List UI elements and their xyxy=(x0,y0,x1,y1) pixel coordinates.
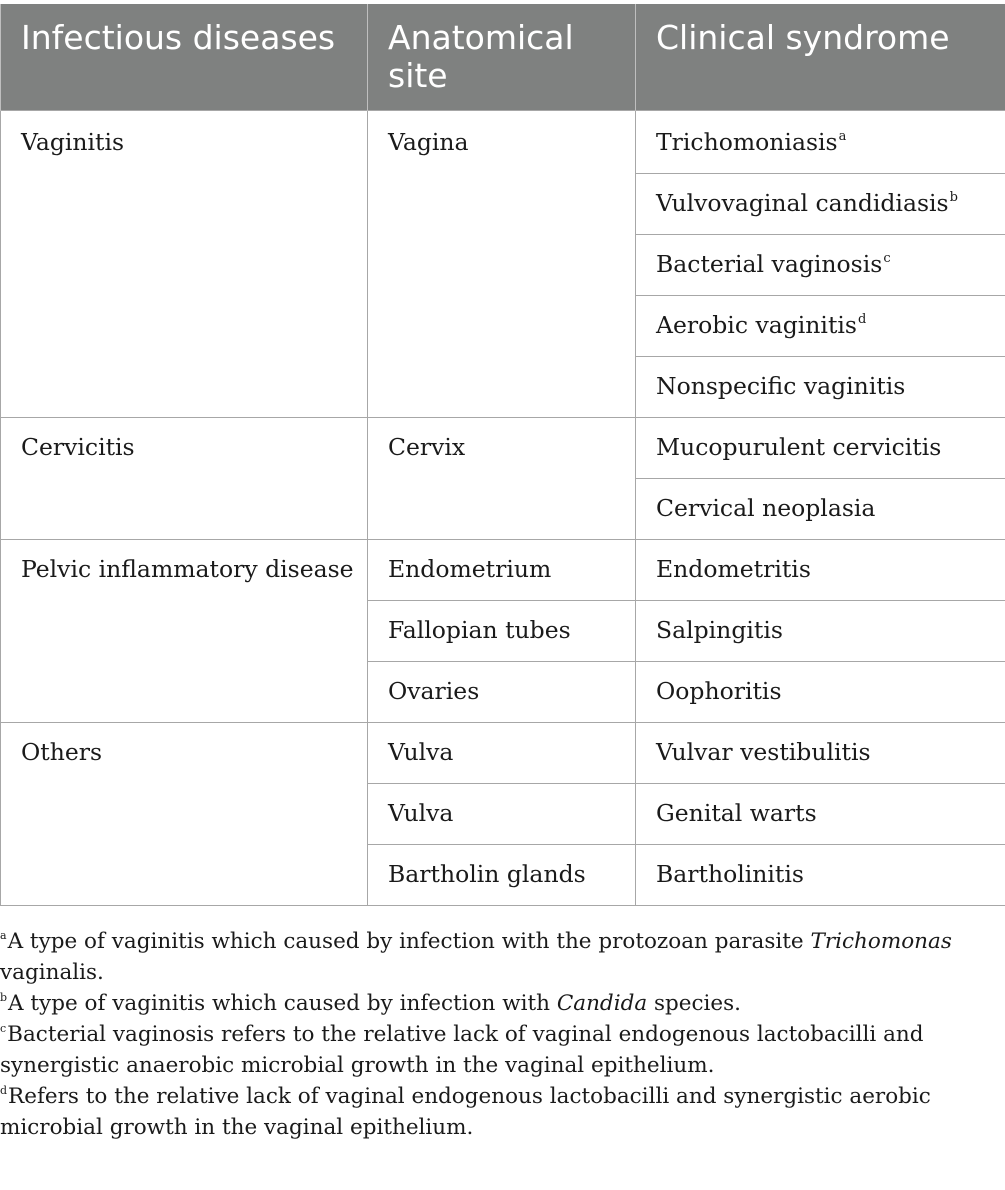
syndrome-text: Bacterial vaginosis xyxy=(656,250,883,278)
footnote-a xyxy=(0,926,1000,988)
footnote-marker: c xyxy=(883,251,891,266)
syndrome-cell xyxy=(636,111,1005,174)
syndrome-cell: Salpingitis xyxy=(636,601,1005,662)
syndrome-cell: Nonspecific vaginitis xyxy=(636,357,1005,418)
footnote-text: Bacterial vaginosis refers to the relative lack of vaginal endogenous lactobacilli and synergistic anaerobic microbial growth in the vaginal epithelium. xyxy=(0,1022,924,1078)
site-cell: Cervix xyxy=(368,418,636,540)
syndrome-cell: Genital warts xyxy=(636,784,1005,845)
footnote-mark: c xyxy=(0,1022,7,1035)
table-body xyxy=(1,111,1005,906)
site-cell: Bartholin glands xyxy=(368,845,636,906)
site-cell: Endometrium xyxy=(368,540,636,601)
disease-table xyxy=(0,4,1005,906)
footnote-marker: d xyxy=(857,312,867,327)
disease-cell: Others xyxy=(1,723,368,906)
footnote-italic: Trichomonas xyxy=(810,929,952,954)
syndrome-cell: Cervical neoplasia xyxy=(636,479,1005,540)
syndrome-cell xyxy=(636,235,1005,296)
syndrome-text: Vulvovaginal candidiasis xyxy=(656,189,949,217)
footnote-text: species. xyxy=(647,991,742,1016)
footnote-italic: Candida xyxy=(556,991,648,1016)
footnote-b xyxy=(0,988,1000,1019)
disease-cell: Pelvic inflammatory disease xyxy=(1,540,368,723)
site-cell: Fallopian tubes xyxy=(368,601,636,662)
syndrome-cell: Mucopurulent cervicitis xyxy=(636,418,1005,479)
table-row xyxy=(1,540,1005,601)
footnote-marker: b xyxy=(949,190,958,205)
footnote-mark: d xyxy=(0,1084,8,1097)
footnotes xyxy=(0,926,1000,1143)
footnote-mark: b xyxy=(0,991,8,1004)
header-infectious-diseases: Infectious diseases xyxy=(1,4,368,111)
header-anatomical-site: Anatomical site xyxy=(368,4,636,111)
table-row xyxy=(1,723,1005,784)
site-cell: Vagina xyxy=(368,111,636,418)
site-cell: Vulva xyxy=(368,784,636,845)
site-cell: Vulva xyxy=(368,723,636,784)
header-row xyxy=(1,4,1005,111)
footnote-marker: a xyxy=(838,129,847,144)
table-row xyxy=(1,418,1005,479)
footnote-text: vaginalis. xyxy=(0,960,104,985)
table-row xyxy=(1,111,1005,174)
syndrome-cell: Vulvar vestibulitis xyxy=(636,723,1005,784)
disease-cell: Vaginitis xyxy=(1,111,368,418)
header-clinical-syndrome: Clinical syndrome xyxy=(636,4,1005,111)
footnote-text: A type of vaginitis which caused by infection with xyxy=(8,991,557,1016)
footnote-d xyxy=(0,1081,1000,1143)
syndrome-text: Trichomoniasis xyxy=(656,128,838,156)
disease-cell: Cervicitis xyxy=(1,418,368,540)
syndrome-cell xyxy=(636,296,1005,357)
footnote-c xyxy=(0,1019,1000,1081)
syndrome-cell: Bartholinitis xyxy=(636,845,1005,906)
syndrome-cell xyxy=(636,174,1005,235)
footnote-text: A type of vaginitis which caused by infection with the protozoan parasite xyxy=(7,929,811,954)
footnote-text: Refers to the relative lack of vaginal endogenous lactobacilli and synergistic aerobic microbial growth in the vaginal epithelium. xyxy=(0,1084,931,1140)
site-cell: Ovaries xyxy=(368,662,636,723)
syndrome-text: Aerobic vaginitis xyxy=(656,311,857,339)
syndrome-cell: Endometritis xyxy=(636,540,1005,601)
syndrome-cell: Oophoritis xyxy=(636,662,1005,723)
table-header xyxy=(1,4,1005,111)
footnote-mark: a xyxy=(0,929,7,942)
